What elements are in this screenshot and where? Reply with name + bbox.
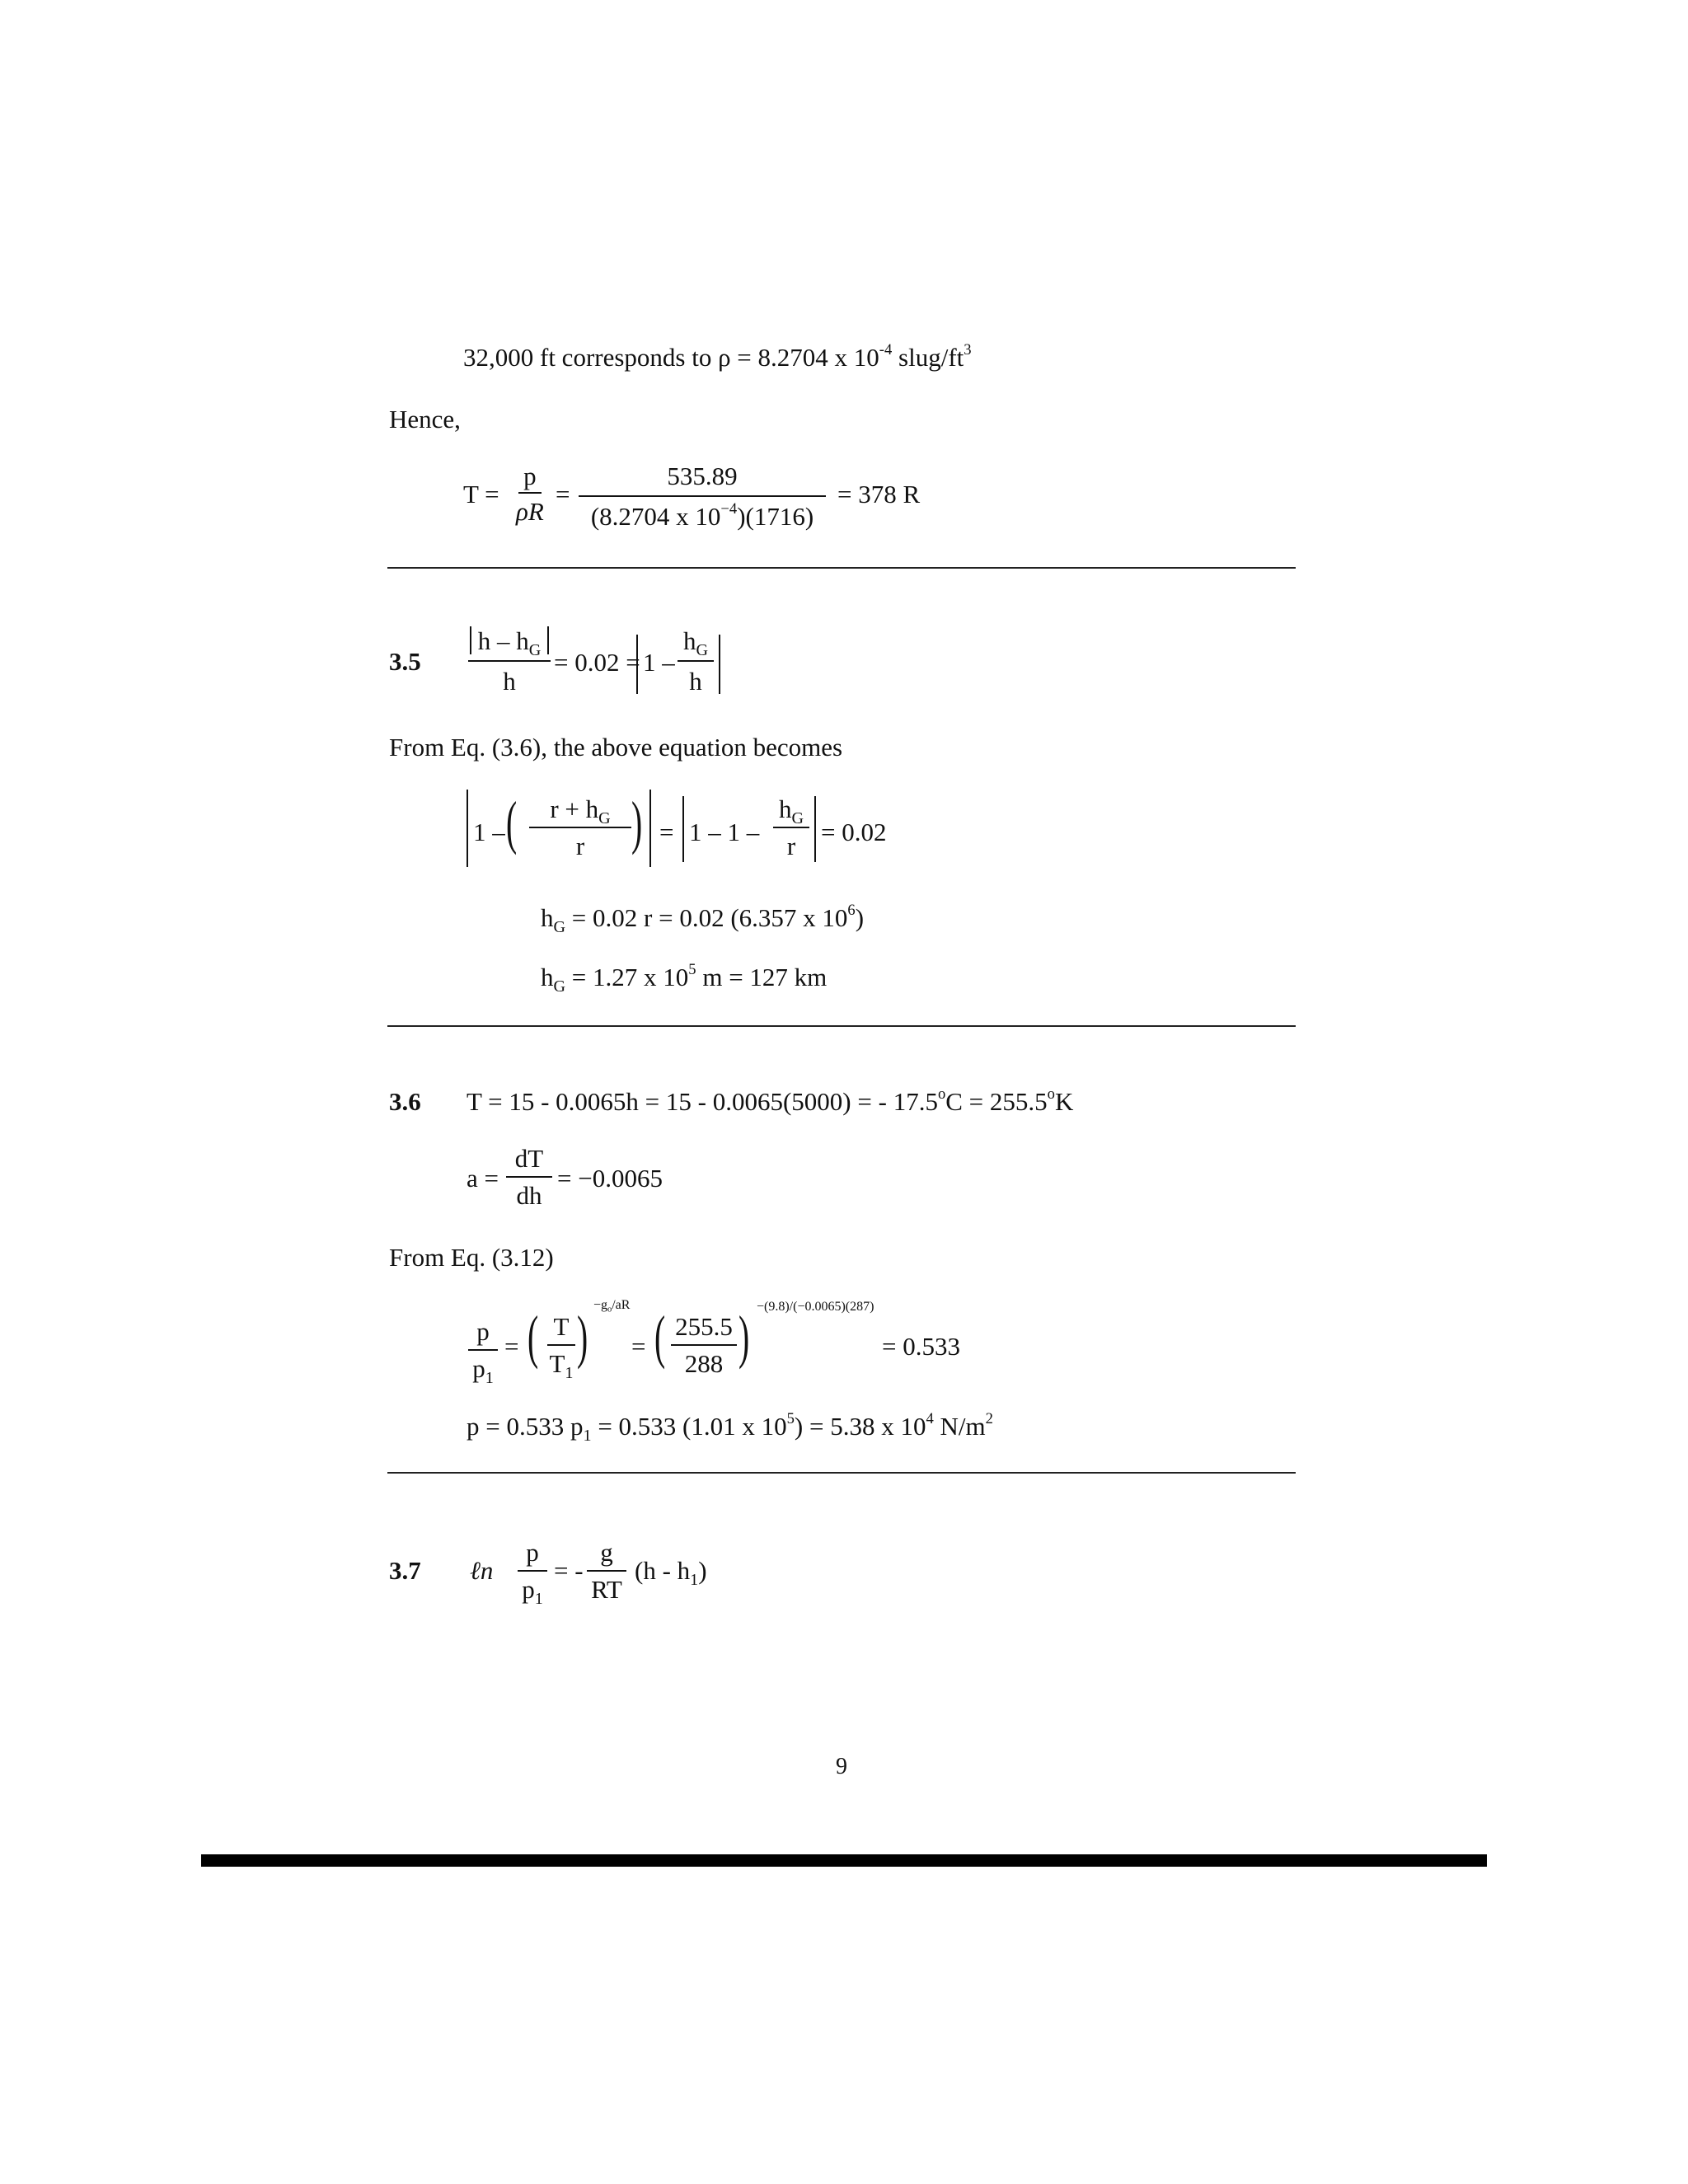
p-line-d: N/m (933, 1412, 986, 1441)
one-minus-one: 1 – 1 – (689, 818, 760, 846)
RT-den: RT (591, 1575, 622, 1604)
hg-denominator: h (689, 667, 702, 696)
equals-a: = (504, 1332, 519, 1361)
hg1-sub: G (553, 918, 566, 937)
subscript-g-4: G (791, 809, 804, 828)
abs-bar-right (547, 626, 549, 654)
h-minus-h1 (635, 1556, 707, 1590)
exp1-sub: o (607, 1305, 612, 1315)
hg2-sub: G (553, 977, 566, 996)
hg1-h: h (541, 903, 554, 932)
density-text: 32,000 ft corresponds to ρ = 8.2704 x 10 (463, 343, 879, 372)
exp1-rest: /aR (612, 1298, 631, 1312)
hg1-text: = 0.02 r = 0.02 (6.357 x 10 (565, 903, 848, 932)
paren-num-right: ) (738, 1304, 750, 1370)
den-part-b: )(1716) (737, 502, 814, 531)
T1-T: T (549, 1349, 565, 1378)
tail-sub: 1 (690, 1571, 699, 1590)
g-over-RT (587, 1540, 626, 1602)
problem-3-6-label: 3.6 (389, 1087, 421, 1116)
equals-2: = (659, 818, 674, 846)
temp-text-c: K (1054, 1087, 1074, 1116)
abs-right-right-bar (719, 635, 720, 694)
equals-002: = 0.02 = (554, 648, 640, 677)
r-plus-hg-numerator (529, 794, 631, 828)
degree-2: o (1047, 1085, 1055, 1104)
T1-den (547, 1349, 575, 1383)
temp-text-b: C = 255.5 (945, 1087, 1048, 1116)
g-num: g (600, 1538, 613, 1567)
exp1-g: −g (593, 1298, 608, 1312)
abs-bar-left (470, 626, 471, 654)
large-fraction-numerator: 535.89 (667, 462, 738, 490)
abs-fraction (468, 628, 551, 694)
p-line-a: p = 0.533 p (467, 1412, 584, 1441)
large-fraction (579, 463, 826, 529)
density-unit: slug/ft (892, 343, 964, 372)
num-255: 255.5 (675, 1312, 733, 1341)
outer-abs-right (649, 790, 651, 867)
p-line-b: = 0.533 (1.01 x 10 (591, 1412, 787, 1441)
tail-b: ) (698, 1556, 707, 1585)
p37-p1: p (522, 1575, 535, 1604)
hg2-exp: 5 (688, 961, 696, 979)
p-line-exp: 5 (786, 1410, 795, 1428)
abs-right-left-bar (636, 635, 638, 694)
problem-3-5-label: 3.5 (389, 647, 421, 676)
abs-numerator (468, 626, 551, 660)
hg-h: h (682, 626, 696, 655)
t-lhs: T = (463, 480, 499, 509)
hg-over-r-denominator: r (786, 832, 796, 860)
r-plus-hg-over-r (529, 796, 631, 859)
dh-denominator: dh (516, 1181, 542, 1210)
large-fraction-bar (579, 495, 826, 497)
paren-t-right: ) (577, 1304, 588, 1370)
paren-t-left: ( (528, 1304, 539, 1370)
pressure-ratio-result: = 0.533 (882, 1332, 960, 1361)
divider-3 (387, 1472, 1296, 1474)
subscript-g-2: G (696, 641, 709, 660)
hg2-result: m = 127 km (696, 963, 828, 991)
paren-num-left: ( (654, 1304, 666, 1370)
g-bar (587, 1570, 626, 1572)
right-paren: ) (631, 790, 643, 855)
r-denominator: r (575, 832, 585, 860)
hg-over-h (678, 628, 714, 694)
density-unit-exponent: 3 (964, 341, 972, 359)
den-288: 288 (684, 1349, 724, 1378)
one-dash: 1 – (473, 818, 505, 846)
density-exponent: -4 (879, 341, 893, 359)
num-h-text: h – h (477, 626, 529, 655)
fraction-numerator: p (518, 463, 542, 494)
temperature-line (467, 1085, 1074, 1116)
page-number: 9 (836, 1754, 847, 1779)
hg-fraction-bar (678, 660, 714, 662)
equals-minus: = - (554, 1556, 584, 1585)
hg-over-r-numerator (773, 794, 809, 828)
p-line-exp2: 4 (926, 1410, 934, 1428)
p-line-sub: 1 (583, 1427, 592, 1446)
from-eq-3-6-text: From Eq. (3.6), the above equation becomes (389, 733, 843, 762)
abs-fraction-bar (468, 660, 551, 662)
hg2-text: = 1.27 x 10 (565, 963, 689, 991)
inner-abs-left (682, 796, 684, 862)
p-num: p (476, 1317, 490, 1346)
equals-b: = (631, 1332, 646, 1361)
p-over-p1 (468, 1317, 498, 1388)
T-bar (547, 1344, 575, 1346)
fraction-denominator: ρR (516, 497, 544, 526)
p-line-c: ) = 5.38 x 10 (794, 1412, 926, 1441)
ratio-bar (671, 1344, 737, 1346)
density-statement (463, 341, 972, 372)
inner-abs-right (814, 796, 816, 862)
one-minus: 1 – (643, 648, 675, 677)
divider-1 (387, 567, 1296, 569)
tail-a: (h - h (635, 1556, 691, 1585)
den-exponent: −4 (720, 500, 738, 518)
large-fraction-denominator (579, 500, 826, 531)
exponent-numeric: −(9.8)/(−0.0065)(287) (757, 1300, 874, 1314)
hence-text: Hence, (389, 405, 461, 434)
temp-text-a: T = 15 - 0.0065h = 15 - 0.0065(5000) = - 17.5 (467, 1087, 938, 1116)
hg-calc-line-2 (541, 961, 828, 996)
hg-calc-line-1 (541, 902, 865, 937)
t-result: = 378 R (837, 480, 921, 509)
dT-bar (506, 1176, 552, 1178)
ln-symbol: ℓn (470, 1556, 494, 1585)
p1-den (468, 1354, 498, 1388)
T-over-T1 (547, 1312, 575, 1383)
dT-over-dh (506, 1146, 552, 1208)
r-plus-h: r + h (550, 794, 599, 823)
T1-sub: 1 (565, 1364, 574, 1383)
equals-002-b: = 0.02 (821, 818, 887, 846)
p37-num: p (526, 1538, 539, 1567)
divider-2 (387, 1025, 1296, 1027)
hg-over-r-h: h (778, 794, 792, 823)
T-num: T (553, 1312, 570, 1341)
pressure-result-line (467, 1410, 993, 1446)
hg-numerator (678, 626, 714, 660)
subscript-g-3: G (598, 809, 611, 828)
r-fraction-bar (529, 827, 631, 828)
den-part-a: (8.2704 x 10 (590, 502, 721, 531)
page-bottom-bar (201, 1854, 1487, 1867)
hg1-close: ) (855, 903, 865, 932)
dT-numerator: dT (514, 1144, 544, 1173)
degree-1: o (937, 1085, 946, 1104)
ratio-255-288 (671, 1314, 737, 1376)
p-line-exp3: 2 (985, 1410, 993, 1428)
p37-sub: 1 (534, 1590, 543, 1609)
from-eq-3-12-text: From Eq. (3.12) (389, 1243, 554, 1272)
p1-sub: 1 (485, 1369, 494, 1388)
p1-p: p (472, 1354, 485, 1383)
p-over-p1-37 (518, 1538, 547, 1609)
subscript-g: G (528, 641, 542, 660)
exponent-g0-aR (593, 1298, 631, 1315)
a-lhs: a = (467, 1164, 499, 1193)
t-equals: = (556, 480, 570, 509)
outer-abs-left (467, 790, 468, 867)
p-over-rhoR (511, 463, 549, 524)
p37-bar (518, 1570, 547, 1572)
left-paren: ( (506, 790, 518, 855)
a-rhs: = −0.0065 (557, 1164, 663, 1193)
p-bar (468, 1349, 498, 1351)
hg1-exp: 6 (847, 902, 856, 920)
abs-denominator: h (503, 667, 516, 696)
p37-den (518, 1575, 547, 1609)
hg2-h: h (541, 963, 554, 991)
problem-3-7-label: 3.7 (389, 1556, 421, 1585)
hg-over-r (773, 796, 809, 859)
